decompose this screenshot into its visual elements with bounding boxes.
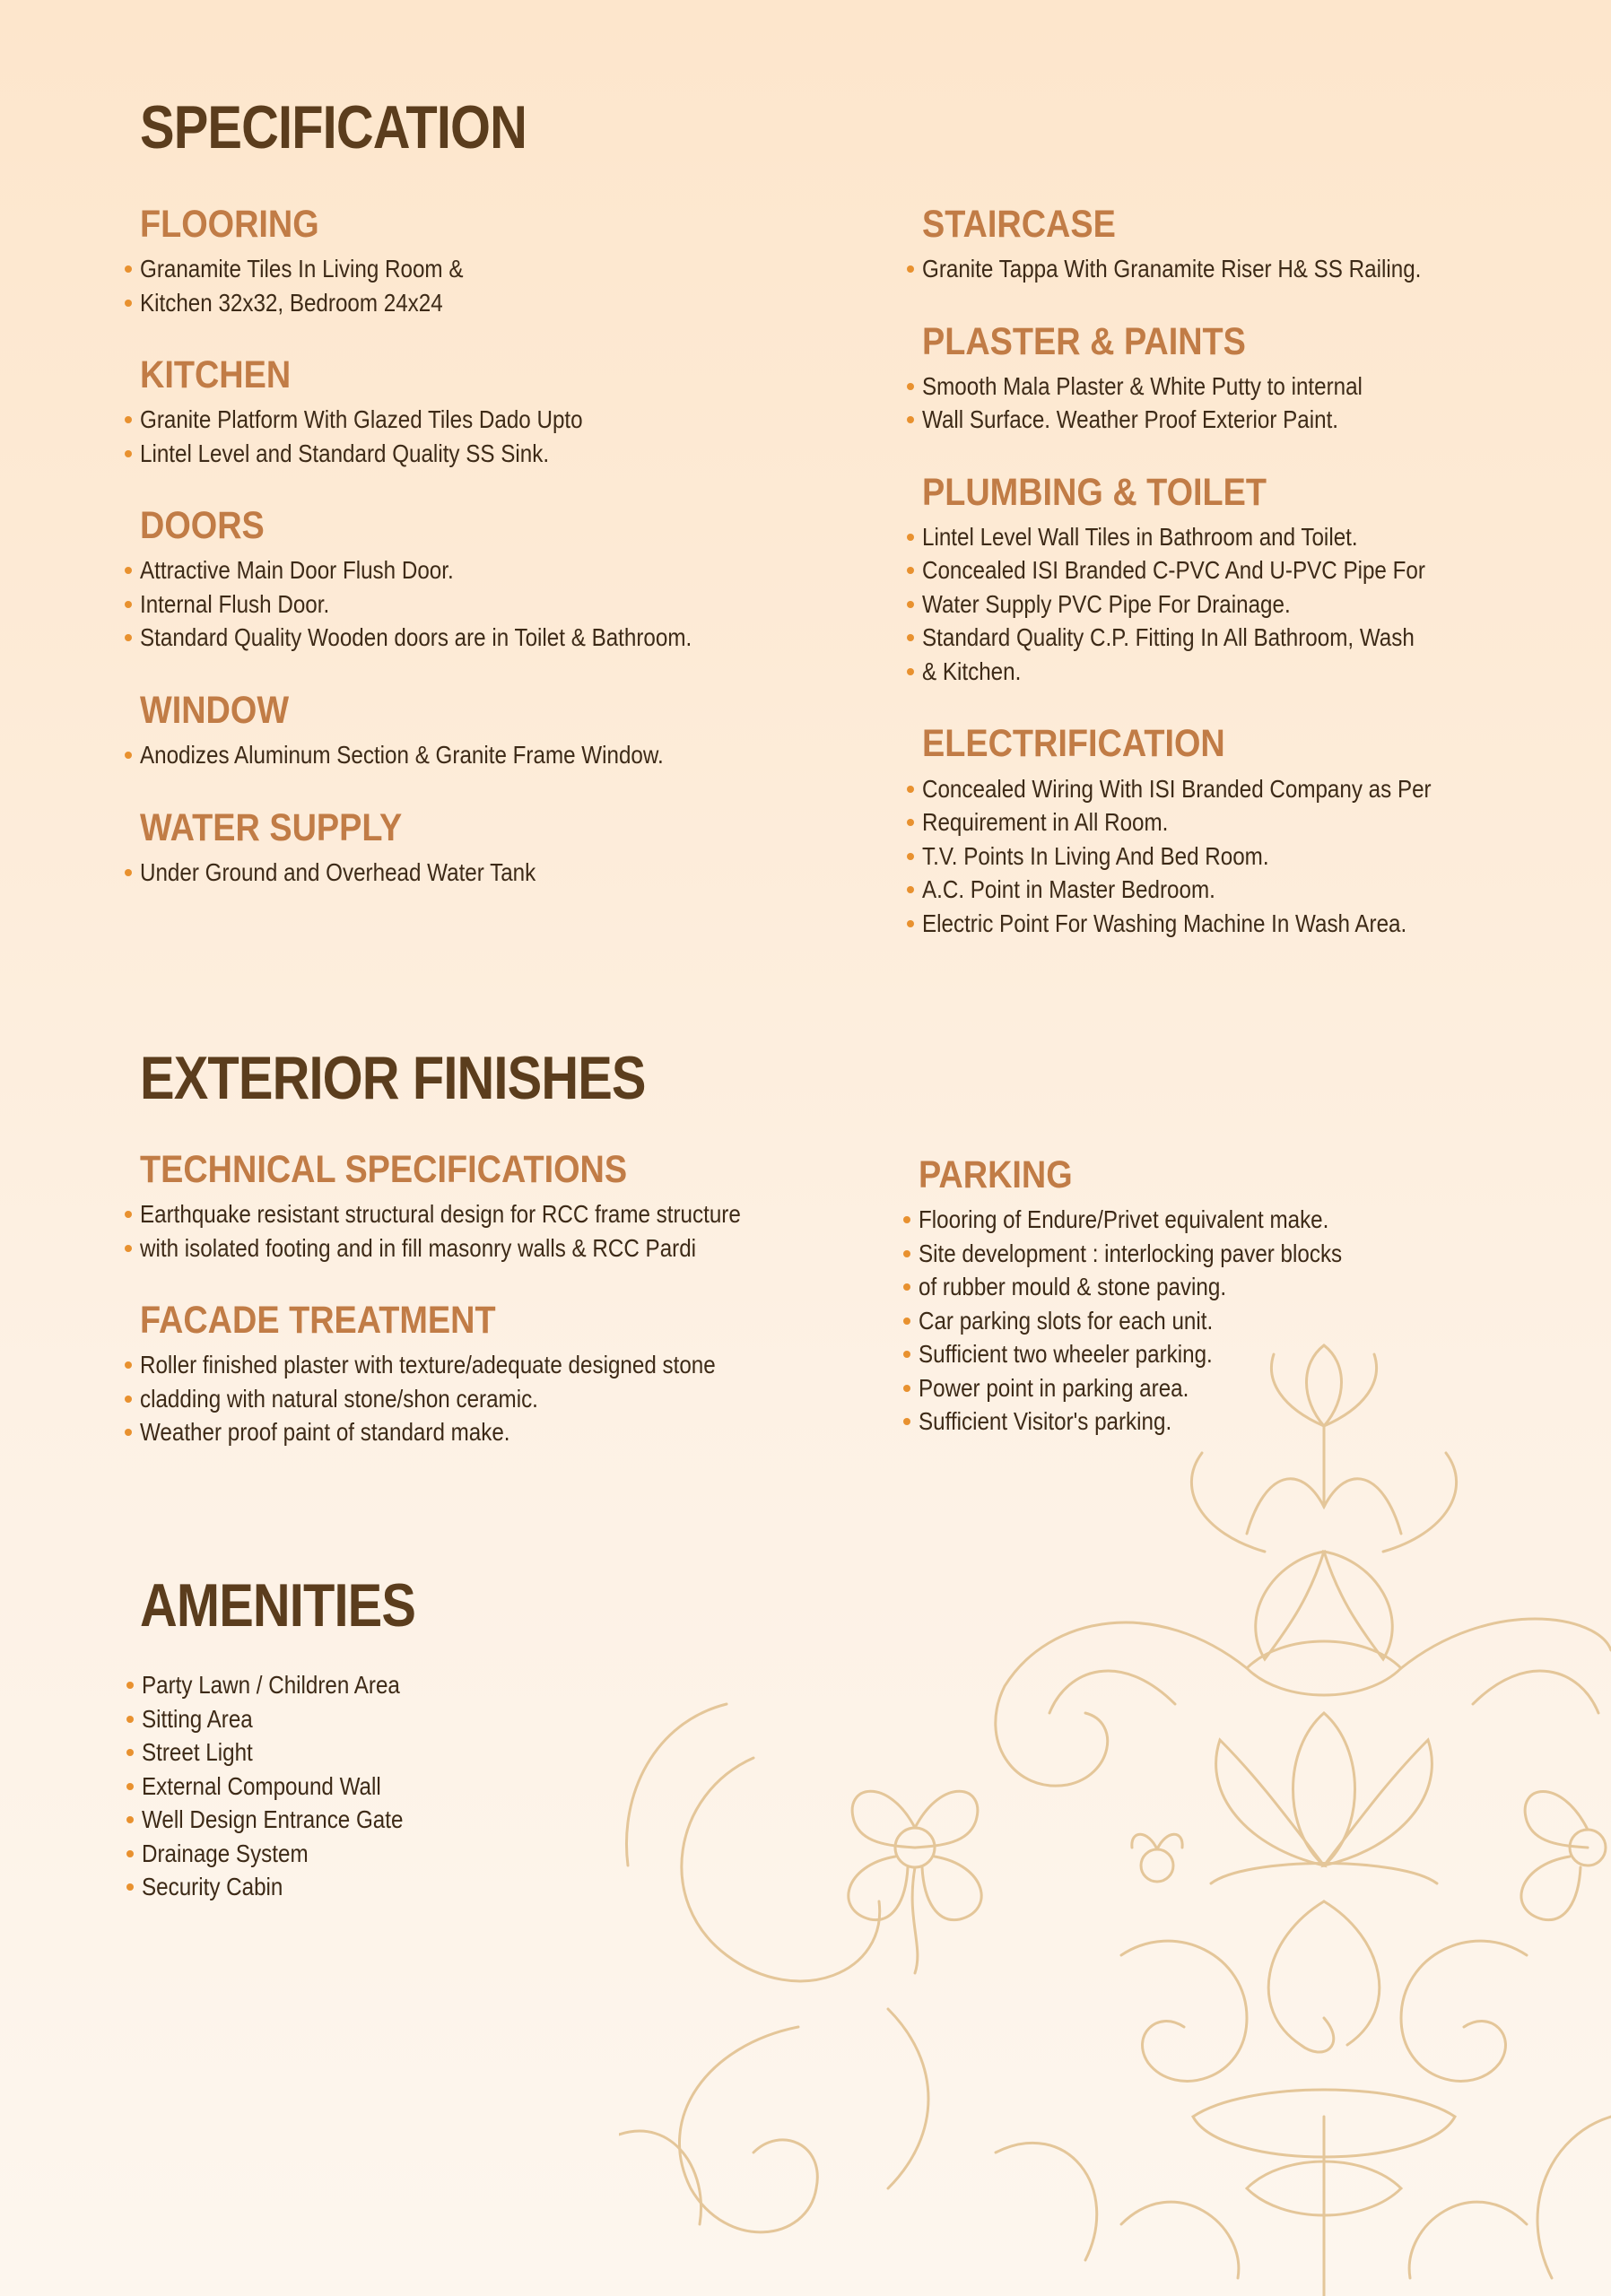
bullet-dot-icon <box>903 1283 910 1291</box>
list-item <box>122 1415 823 1449</box>
bullet-dot-icon <box>125 1211 132 1218</box>
bullet-dot-icon <box>125 450 132 457</box>
bullet-dot-icon <box>907 819 914 826</box>
section-item-list <box>904 772 1501 941</box>
list-item-text: Granite Platform With Glazed Tiles Dado Upto <box>140 405 583 434</box>
list-item <box>122 1382 823 1416</box>
bullet-dot-icon <box>125 300 132 307</box>
list-item-text: Sufficient Visitor's parking. <box>919 1407 1172 1436</box>
list-item-text: Anodizes Aluminum Section & Granite Frame Window. <box>140 741 664 770</box>
list-item-text: Smooth Mala Plaster & White Putty to internal <box>922 371 1363 400</box>
section-parking <box>919 1155 1400 1439</box>
section-staircase <box>922 204 1501 286</box>
list-item-text: Drainage System <box>142 1839 309 1867</box>
list-item <box>904 520 1501 554</box>
list-item-text: External Compound Wall <box>142 1771 381 1800</box>
list-item <box>122 621 767 655</box>
bullet-dot-icon <box>125 1245 132 1252</box>
list-item-text: Car parking slots for each unit. <box>919 1306 1214 1335</box>
bullet-dot-icon <box>907 383 914 390</box>
list-item <box>904 403 1501 437</box>
amenities-list <box>124 1668 439 1904</box>
list-item-text: Water Supply PVC Pipe For Drainage. <box>922 589 1291 618</box>
list-item-text: Attractive Main Door Flush Door. <box>140 556 454 585</box>
list-item-text: Roller finished plaster with texture/adequate designed stone <box>140 1351 716 1379</box>
section-plumbing-toilet <box>922 470 1501 689</box>
list-item <box>904 772 1501 806</box>
list-item <box>904 907 1501 941</box>
section-facade-treatment <box>140 1300 823 1449</box>
list-item <box>904 587 1501 622</box>
exterior-left-column <box>140 1150 823 1485</box>
list-item-text: of rubber mould & stone paving. <box>919 1273 1227 1301</box>
bullet-dot-icon <box>903 1418 910 1425</box>
list-item-text: Granite Tappa With Granamite Riser H& SS Railing. <box>922 255 1422 283</box>
list-item <box>122 738 767 772</box>
bullet-dot-icon <box>907 634 914 641</box>
list-item-text: Under Ground and Overhead Water Tank <box>140 857 536 886</box>
list-item-text: Standard Quality Wooden doors are in Toilet & Bathroom. <box>140 623 692 652</box>
list-item-text: Party Lawn / Children Area <box>142 1671 400 1699</box>
section-title: WATER SUPPLY <box>140 805 403 849</box>
list-item-text: Requirement in All Room. <box>922 808 1169 837</box>
list-item-text: Sitting Area <box>142 1704 253 1733</box>
list-item-text: Internal Flush Door. <box>140 589 330 618</box>
section-item-list <box>122 553 767 655</box>
list-item-text: Standard Quality C.P. Fitting In All Bathroom, Wash <box>922 623 1415 652</box>
bullet-dot-icon <box>125 634 132 641</box>
list-item <box>124 1702 439 1736</box>
section-item-list <box>122 1197 823 1265</box>
list-item-text: & Kitchen. <box>922 657 1022 685</box>
exterior-finishes-title: EXTERIOR FINISHES <box>140 1044 646 1112</box>
list-item <box>904 839 1501 874</box>
bullet-dot-icon <box>125 869 132 876</box>
section-electrification <box>922 724 1501 940</box>
list-item-text: Security Cabin <box>142 1873 283 1900</box>
bullet-dot-icon <box>125 1361 132 1369</box>
list-item-text: Weather proof paint of standard make. <box>140 1418 510 1447</box>
list-item-text: Concealed ISI Branded C-PVC And U-PVC Pipe For <box>922 556 1425 585</box>
section-title: TECHNICAL SPECIFICATIONS <box>140 1148 628 1191</box>
bullet-dot-icon <box>126 1716 134 1723</box>
list-item-text: Wall Surface. Weather Proof Exterior Paint. <box>922 405 1339 434</box>
specification-title: SPECIFICATION <box>140 93 527 161</box>
section-title: DOORS <box>140 504 265 548</box>
list-item <box>904 805 1501 839</box>
list-item <box>124 1735 439 1770</box>
bullet-dot-icon <box>903 1318 910 1325</box>
bullet-dot-icon <box>903 1351 910 1358</box>
list-item-text: Lintel Level Wall Tiles in Bathroom and Toilet. <box>922 522 1358 551</box>
section-item-list <box>122 856 767 890</box>
bullet-dot-icon <box>907 416 914 423</box>
list-item <box>904 553 1501 587</box>
section-item-list <box>904 520 1501 689</box>
section-title: PLUMBING & TOILET <box>922 470 1267 514</box>
specification-right-column <box>922 204 1501 976</box>
bullet-dot-icon <box>126 1682 134 1689</box>
bullet-dot-icon <box>907 853 914 860</box>
list-item-text: T.V. Points In Living And Bed Room. <box>922 841 1269 870</box>
list-item <box>122 587 767 622</box>
list-item <box>124 1668 439 1702</box>
section-item-list <box>901 1203 1400 1439</box>
list-item <box>122 286 767 320</box>
section-flooring <box>140 204 767 319</box>
list-item <box>122 1197 823 1231</box>
list-item <box>122 1231 823 1265</box>
list-item-text: cladding with natural stone/shon ceramic. <box>140 1384 538 1413</box>
bullet-dot-icon <box>907 920 914 927</box>
amenities-title: AMENITIES <box>140 1571 416 1639</box>
section-doors <box>140 506 767 655</box>
list-item-text: Power point in parking area. <box>919 1373 1189 1402</box>
bullet-dot-icon <box>126 1749 134 1756</box>
section-item-list <box>122 252 767 319</box>
section-title: KITCHEN <box>140 353 292 397</box>
section-kitchen <box>140 355 767 470</box>
section-plaster-paints <box>922 319 1501 437</box>
list-item <box>904 621 1501 655</box>
section-item-list <box>122 403 767 470</box>
section-window <box>140 688 767 772</box>
bullet-dot-icon <box>126 1850 134 1857</box>
bullet-dot-icon <box>907 601 914 608</box>
section-title: FACADE TREATMENT <box>140 1299 496 1343</box>
section-item-list <box>904 252 1501 286</box>
bullet-dot-icon <box>907 786 914 793</box>
list-item <box>124 1837 439 1871</box>
list-item <box>901 1304 1400 1338</box>
section-technical-specifications <box>140 1150 823 1265</box>
bullet-dot-icon <box>125 416 132 423</box>
bullet-dot-icon <box>903 1385 910 1392</box>
section-title: FLOORING <box>140 203 319 246</box>
section-title: PARKING <box>919 1153 1073 1196</box>
bullet-dot-icon <box>125 1396 132 1403</box>
bullet-dot-icon <box>907 534 914 541</box>
bullet-dot-icon <box>907 265 914 273</box>
list-item-text: Concealed Wiring With ISI Branded Company as Per <box>922 774 1432 803</box>
specification-left-column <box>140 204 767 925</box>
list-item-text: Electric Point For Washing Machine In Wash Area. <box>922 909 1407 937</box>
amenities-list-wrap <box>124 1668 439 1904</box>
section-title: WINDOW <box>140 688 290 732</box>
bullet-dot-icon <box>125 567 132 574</box>
list-item-text: Site development : interlocking paver blocks <box>919 1239 1343 1267</box>
list-item <box>904 655 1501 689</box>
list-item <box>122 403 767 437</box>
list-item <box>904 873 1501 907</box>
list-item-text: with isolated footing and in fill masonry walls & RCC Pardi <box>140 1233 697 1262</box>
list-item-text: Kitchen 32x32, Bedroom 24x24 <box>140 288 443 317</box>
list-item <box>904 370 1501 404</box>
bullet-dot-icon <box>125 1429 132 1436</box>
exterior-right-column <box>919 1155 1400 1474</box>
list-item-text: Sufficient two wheeler parking. <box>919 1340 1213 1369</box>
bullet-dot-icon <box>903 1250 910 1257</box>
list-item <box>124 1803 439 1837</box>
section-water-supply <box>140 805 767 890</box>
bullet-dot-icon <box>125 265 132 273</box>
bullet-dot-icon <box>125 752 132 759</box>
list-item <box>122 1348 823 1382</box>
bullet-dot-icon <box>907 567 914 574</box>
list-item-text: Well Design Entrance Gate <box>142 1805 404 1833</box>
list-item <box>124 1770 439 1804</box>
list-item <box>122 856 767 890</box>
section-item-list <box>122 1348 823 1449</box>
bullet-dot-icon <box>907 668 914 675</box>
list-item-text: Earthquake resistant structural design for RCC frame structure <box>140 1200 741 1229</box>
list-item-text: Lintel Level and Standard Quality SS Sink. <box>140 439 550 467</box>
bullet-dot-icon <box>907 886 914 893</box>
list-item <box>122 437 767 471</box>
list-item <box>904 252 1501 286</box>
section-item-list <box>122 738 767 772</box>
bullet-dot-icon <box>125 601 132 608</box>
list-item <box>901 1405 1400 1439</box>
bullet-dot-icon <box>903 1216 910 1223</box>
bullet-dot-icon <box>126 1783 134 1790</box>
list-item <box>901 1337 1400 1371</box>
list-item-text: Street Light <box>142 1738 253 1766</box>
list-item-text: A.C. Point in Master Bedroom. <box>922 875 1215 904</box>
list-item <box>901 1203 1400 1237</box>
list-item <box>901 1371 1400 1405</box>
list-item <box>901 1237 1400 1271</box>
list-item <box>122 252 767 286</box>
bullet-dot-icon <box>126 1883 134 1891</box>
list-item-text: Granamite Tiles In Living Room & <box>140 255 464 283</box>
section-title: PLASTER & PAINTS <box>922 319 1246 363</box>
list-item-text: Flooring of Endure/Privet equivalent make. <box>919 1205 1329 1234</box>
bullet-dot-icon <box>126 1816 134 1823</box>
list-item <box>122 553 767 587</box>
section-title: STAIRCASE <box>922 203 1116 246</box>
section-title: ELECTRIFICATION <box>922 722 1225 766</box>
section-item-list <box>904 370 1501 437</box>
list-item <box>901 1270 1400 1304</box>
list-item <box>124 1870 439 1904</box>
